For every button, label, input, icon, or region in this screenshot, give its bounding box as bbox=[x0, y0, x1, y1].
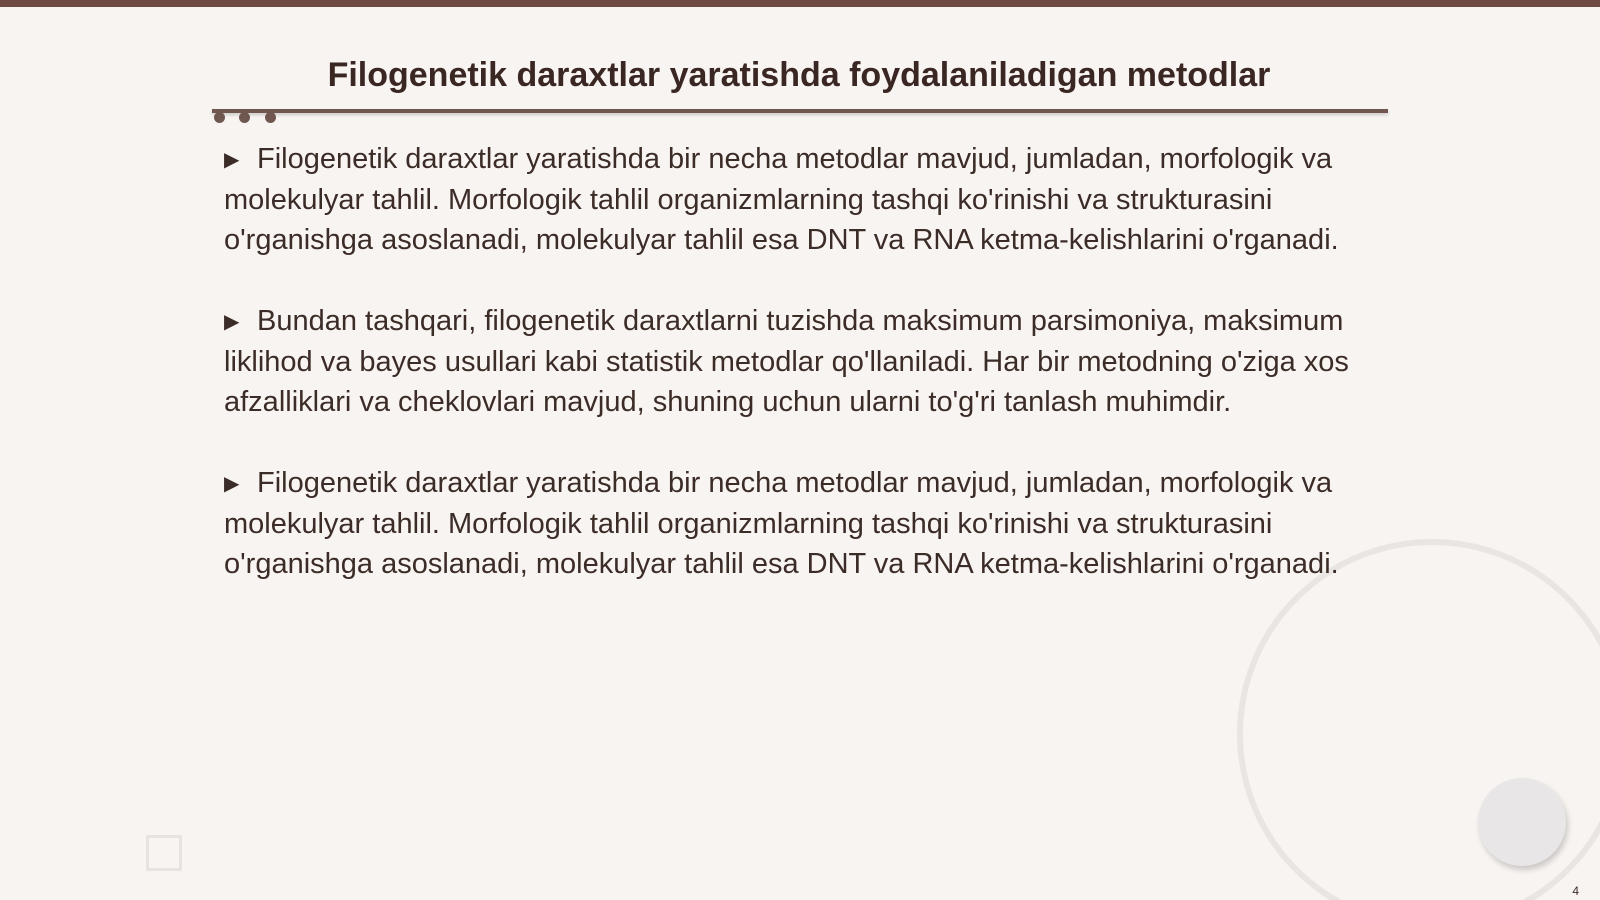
decorative-square bbox=[146, 835, 182, 871]
slide-title: Filogenetik daraxtlar yaratishda foydalaniladigan metodlar bbox=[327, 56, 1271, 94]
underline-dot bbox=[265, 112, 276, 123]
bullet-text: Filogenetik daraxtlar yaratishda bir necha metodlar mavjud, jumladan, morfologik va molekulyar tahlil. Morfologik tahlil organizmlarning tashqi ko'rinishi va strukturasini o'rganishga asoslanadi, molekulyar tahlil esa DNT va RNA ketma-kelishlarini o'rganadi. bbox=[224, 467, 1339, 580]
bullet-item bbox=[224, 139, 1374, 260]
bullet-arrow-icon: ▶ bbox=[224, 473, 240, 495]
bullet-list bbox=[224, 139, 1374, 625]
underline-dot bbox=[239, 112, 250, 123]
underline-dot bbox=[214, 112, 225, 123]
bullet-text: Filogenetik daraxtlar yaratishda bir necha metodlar mavjud, jumladan, morfologik va molekulyar tahlil. Morfologik tahlil organizmlarning tashqi ko'rinishi va strukturasini o'rganishga asoslanadi, molekulyar tahlil esa DNT va RNA ketma-kelishlarini o'rganadi. bbox=[224, 143, 1339, 256]
bullet-arrow-icon: ▶ bbox=[224, 149, 240, 171]
bullet-item bbox=[224, 301, 1374, 422]
bullet-text: Bundan tashqari, filogenetik daraxtlarni tuzishda maksimum parsimoniya, maksimum liklihod va bayes usullari kabi statistik metodlar qo'llaniladi. Har bir metodning o'ziga xos afzalliklari va cheklovlari mavjud, shuning uchun ularni to'g'ri tanlash muhimdir. bbox=[224, 305, 1349, 418]
title-underline bbox=[212, 109, 1388, 113]
bullet-item bbox=[224, 463, 1374, 584]
bullet-arrow-icon: ▶ bbox=[224, 311, 240, 333]
page-number: 4 bbox=[1572, 884, 1579, 898]
decorative-circle bbox=[1478, 778, 1566, 866]
top-accent-bar bbox=[0, 0, 1600, 7]
